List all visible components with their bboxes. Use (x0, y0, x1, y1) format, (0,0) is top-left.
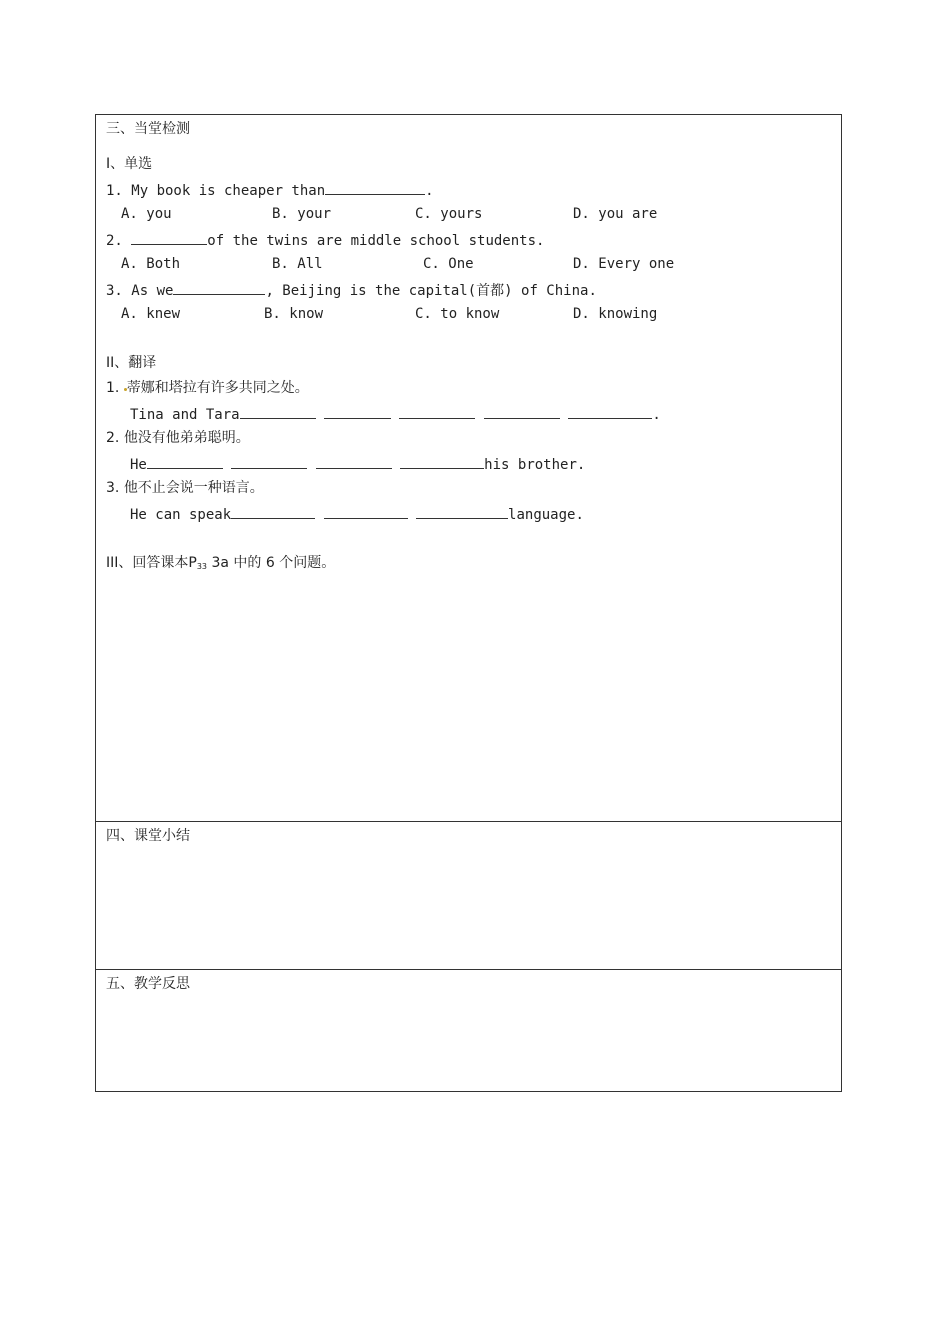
translation-2-english (130, 454, 585, 474)
question-1-stem-before: 1. My book is cheaper than (106, 183, 326, 199)
item-number: 2. (106, 430, 120, 446)
option-d: D. Every one (573, 256, 675, 272)
option-c: C. to know (415, 306, 500, 322)
question-3 (106, 280, 597, 300)
option-b: B. your (272, 206, 332, 222)
answer-blank[interactable] (399, 404, 475, 419)
question-2 (106, 230, 544, 250)
part-heading-translation: II、翻译 (106, 355, 157, 371)
option-a: A. Both (121, 256, 181, 272)
option-c: C. One (423, 256, 474, 272)
section-teaching-reflection (96, 970, 841, 1093)
chinese-sentence: 他没有他弟弟聪明。 (123, 430, 250, 446)
page-number-subscript: 33 (196, 562, 208, 571)
translation-3-chinese (106, 479, 264, 497)
question-1 (106, 180, 434, 200)
answer-blank[interactable] (568, 404, 652, 419)
english-suffix: . (652, 407, 661, 423)
answer-blank[interactable] (324, 504, 408, 519)
answer-blank[interactable] (131, 230, 207, 245)
option-b: B. know (264, 306, 324, 322)
question-3-stem-before: 3. As we (106, 283, 174, 299)
section-class-summary (96, 822, 841, 970)
answer-blank[interactable] (400, 454, 484, 469)
answer-blank[interactable] (147, 454, 223, 469)
answer-blank[interactable] (173, 280, 265, 295)
translation-1-chinese (106, 379, 309, 397)
answer-blank[interactable] (484, 404, 560, 419)
question-2-stem-after: of the twins are middle school students. (207, 233, 545, 249)
section-heading: 五、教学反思 (106, 976, 190, 992)
option-a: A. knew (121, 306, 181, 322)
question-3-stem-after: , Beijing is the capital(首都) of China. (265, 283, 597, 299)
question-2-stem-before: 2. (106, 233, 132, 249)
english-suffix: his brother. (484, 457, 586, 473)
answer-blank[interactable] (325, 180, 425, 195)
option-d: D. knowing (573, 306, 658, 322)
item-number: 1. (106, 380, 120, 396)
option-a: A. you (121, 206, 172, 222)
part-heading-answer-questions (106, 554, 335, 576)
worksheet-table (95, 114, 842, 1092)
question-1-stem-after: . (425, 183, 434, 199)
english-prefix: He can speak (130, 507, 232, 523)
item-number: 3. (106, 480, 120, 496)
english-suffix: language. (508, 507, 584, 523)
english-prefix: He (130, 457, 147, 473)
chinese-sentence: 蒂娜和塔拉有许多共同之处。 (126, 380, 309, 396)
section-heading: 四、课堂小结 (106, 828, 190, 844)
heading-text: III、回答课本P (106, 555, 197, 571)
translation-1-english (130, 404, 661, 424)
section-class-test (96, 115, 841, 822)
answer-blank[interactable] (231, 454, 307, 469)
translation-2-chinese (106, 429, 250, 447)
answer-blank[interactable] (231, 504, 315, 519)
heading-text-suffix: 3a 中的 6 个问题。 (207, 555, 336, 571)
translation-3-english (130, 504, 584, 524)
option-c: C. yours (415, 206, 483, 222)
answer-blank[interactable] (240, 404, 316, 419)
answer-blank[interactable] (324, 404, 391, 419)
chinese-sentence: 他不止会说一种语言。 (123, 480, 264, 496)
section-heading: 三、当堂检测 (106, 121, 190, 137)
answer-blank[interactable] (316, 454, 392, 469)
english-prefix: Tina and Tara (130, 407, 240, 423)
option-b: B. All (272, 256, 323, 272)
answer-blank[interactable] (416, 504, 508, 519)
part-heading-single-choice: I、单选 (106, 156, 153, 172)
option-d: D. you are (573, 206, 658, 222)
